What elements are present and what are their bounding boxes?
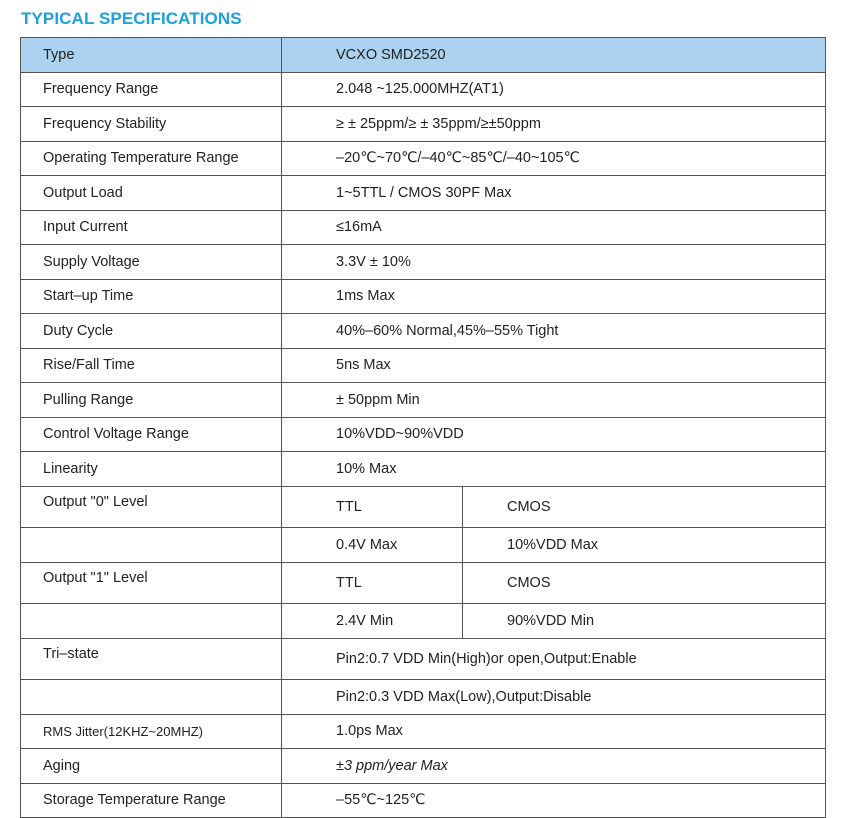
table-row — [21, 348, 826, 383]
spec-label: Output "1" Level — [21, 562, 282, 604]
spec-value: 40%–60% Normal,45%–55% Tight — [282, 314, 826, 349]
spec-value: –20℃~70℃/–40℃~85℃/–40~105℃ — [282, 141, 826, 176]
table-row — [21, 604, 826, 639]
spec-label-empty — [21, 528, 282, 563]
spec-label: Duty Cycle — [21, 314, 282, 349]
spec-label: Start–up Time — [21, 279, 282, 314]
table-row — [21, 638, 826, 680]
table-row — [21, 210, 826, 245]
table-row — [21, 245, 826, 280]
cmos-value: 10%VDD Max — [463, 528, 826, 563]
spec-label: Tri–state — [21, 638, 282, 680]
spec-value: 1ms Max — [282, 279, 826, 314]
spec-label: Rise/Fall Time — [21, 348, 282, 383]
spec-value: ±3 ppm/year Max — [282, 749, 826, 784]
specifications-table — [20, 37, 826, 818]
spec-label-empty — [21, 680, 282, 715]
table-row — [21, 528, 826, 563]
table-row — [21, 783, 826, 818]
cmos-header: CMOS — [463, 562, 826, 604]
table-row — [21, 714, 826, 749]
spec-label: RMS Jitter(12KHZ~20MHZ) — [21, 714, 282, 749]
spec-label: Frequency Stability — [21, 107, 282, 142]
ttl-header: TTL — [282, 486, 463, 528]
spec-label: Output Load — [21, 176, 282, 211]
table-row — [21, 176, 826, 211]
table-row — [21, 314, 826, 349]
spec-value: 5ns Max — [282, 348, 826, 383]
table-row — [21, 749, 826, 784]
table-row — [21, 417, 826, 452]
table-row — [21, 279, 826, 314]
spec-label: Aging — [21, 749, 282, 784]
spec-label: Input Current — [21, 210, 282, 245]
spec-value: 1.0ps Max — [282, 714, 826, 749]
spec-label: Output "0" Level — [21, 486, 282, 528]
table-row — [21, 486, 826, 528]
spec-label: Operating Temperature Range — [21, 141, 282, 176]
table-row — [21, 72, 826, 107]
table-row — [21, 141, 826, 176]
table-row — [21, 562, 826, 604]
table-header-row — [21, 38, 826, 73]
spec-value: ≥ ± 25ppm/≥ ± 35ppm/≥±50ppm — [282, 107, 826, 142]
spec-value: 3.3V ± 10% — [282, 245, 826, 280]
spec-value: ± 50ppm Min — [282, 383, 826, 418]
header-label: Type — [21, 38, 282, 73]
spec-value: –55℃~125℃ — [282, 783, 826, 818]
cmos-value: 90%VDD Min — [463, 604, 826, 639]
table-row — [21, 383, 826, 418]
spec-label: Linearity — [21, 452, 282, 487]
spec-label: Control Voltage Range — [21, 417, 282, 452]
ttl-header: TTL — [282, 562, 463, 604]
table-row — [21, 452, 826, 487]
spec-label-empty — [21, 604, 282, 639]
spec-value: 2.048 ~125.000MHZ(AT1) — [282, 72, 826, 107]
spec-value: 10%VDD~90%VDD — [282, 417, 826, 452]
spec-value: ≤16mA — [282, 210, 826, 245]
spec-value: 1~5TTL / CMOS 30PF Max — [282, 176, 826, 211]
page-title: TYPICAL SPECIFICATIONS — [21, 9, 242, 28]
ttl-value: 0.4V Max — [282, 528, 463, 563]
spec-value: Pin2:0.7 VDD Min(High)or open,Output:Enable — [282, 638, 826, 680]
table-row — [21, 107, 826, 142]
header-value: VCXO SMD2520 — [282, 38, 826, 73]
spec-value: 10% Max — [282, 452, 826, 487]
ttl-value: 2.4V Min — [282, 604, 463, 639]
table-row — [21, 680, 826, 715]
spec-label: Pulling Range — [21, 383, 282, 418]
spec-label: Supply Voltage — [21, 245, 282, 280]
spec-label: Storage Temperature Range — [21, 783, 282, 818]
cmos-header: CMOS — [463, 486, 826, 528]
spec-label: Frequency Range — [21, 72, 282, 107]
spec-value: Pin2:0.3 VDD Max(Low),Output:Disable — [282, 680, 826, 715]
